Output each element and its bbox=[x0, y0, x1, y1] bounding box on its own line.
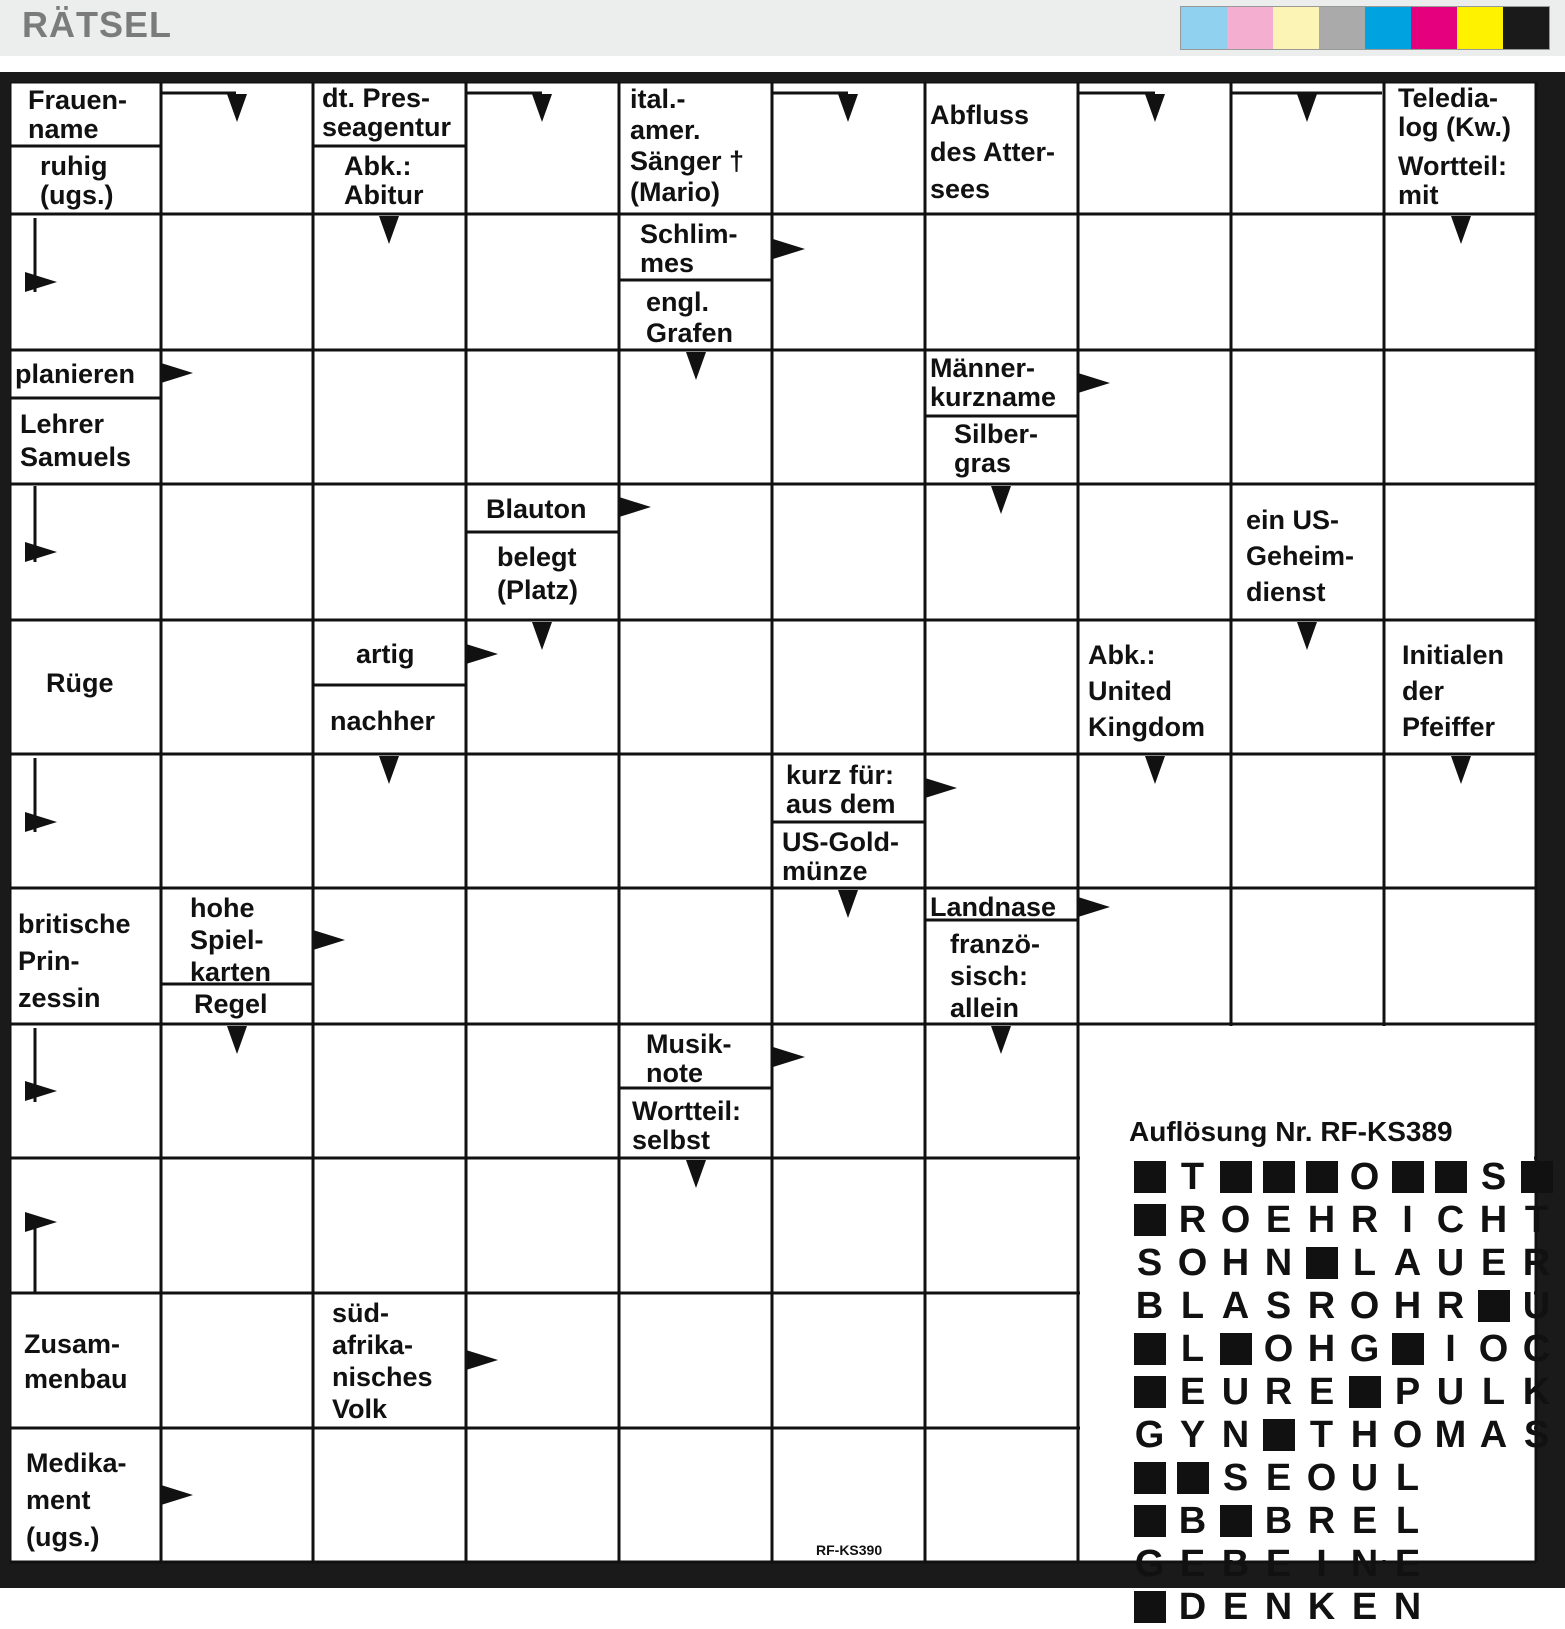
black-square bbox=[1478, 1290, 1510, 1322]
solution-letter: O bbox=[1478, 1327, 1509, 1370]
clue-engl-grafen: engl. Grafen bbox=[646, 287, 734, 348]
color-swatch bbox=[1181, 7, 1227, 49]
solution-letter: A bbox=[1393, 1241, 1422, 1284]
solution-black-cell bbox=[1128, 1157, 1171, 1197]
clue-blauton: Blauton bbox=[486, 494, 587, 524]
clue-maennerkurzname: Männer- kurzname bbox=[930, 353, 1057, 412]
clue-initialen: Initialen der Pfeiffer bbox=[1402, 640, 1505, 742]
solution-letter: E bbox=[1179, 1542, 1206, 1585]
solution-letter: R bbox=[1307, 1284, 1336, 1327]
solution-letter: E bbox=[1179, 1370, 1206, 1413]
solution-letter: O bbox=[1306, 1456, 1337, 1499]
solution-row bbox=[1128, 1501, 1429, 1541]
solution-letter: E bbox=[1222, 1585, 1249, 1628]
black-square bbox=[1134, 1333, 1166, 1365]
solution-letter: U bbox=[1436, 1370, 1465, 1413]
color-calibration-bar bbox=[1180, 6, 1550, 50]
solution-black-cell bbox=[1128, 1587, 1171, 1627]
black-square bbox=[1392, 1161, 1424, 1193]
solution-letter: S bbox=[1480, 1155, 1507, 1198]
solution-letter: E bbox=[1308, 1370, 1335, 1413]
solution-letter: S bbox=[1523, 1413, 1550, 1456]
solution-letter: T bbox=[1524, 1198, 1549, 1241]
solution-letter: I bbox=[1445, 1327, 1456, 1370]
solution-letter: H bbox=[1307, 1198, 1336, 1241]
solution-black-cell bbox=[1300, 1157, 1343, 1197]
clue-saenger: ital.- amer. Sänger † (Mario) bbox=[630, 84, 745, 207]
solution-black-cell bbox=[1214, 1157, 1257, 1197]
solution-letter: I bbox=[1402, 1198, 1413, 1241]
clue-prinzessin: britische Prin- zessin bbox=[18, 909, 131, 1013]
solution-black-cell bbox=[1300, 1243, 1343, 1283]
solution-letter: E bbox=[1265, 1542, 1292, 1585]
black-square bbox=[1177, 1462, 1209, 1494]
solution-black-cell bbox=[1257, 1415, 1300, 1455]
clue-spielkarten: hohe Spiel- karten bbox=[190, 893, 272, 987]
solution-black-cell bbox=[1386, 1157, 1429, 1197]
solution-letter: N bbox=[1264, 1241, 1293, 1284]
color-swatch bbox=[1319, 7, 1365, 49]
solution-letter: B bbox=[1135, 1284, 1164, 1327]
solution-letter: L bbox=[1395, 1456, 1420, 1499]
clue-volk: süd- afrika- nisches Volk bbox=[332, 1298, 433, 1424]
solution-title: Auflösung Nr. RF-KS389 bbox=[1129, 1116, 1453, 1147]
black-square bbox=[1134, 1505, 1166, 1537]
clue-lehrer: Lehrer Samuels bbox=[20, 409, 132, 472]
solution-row bbox=[1128, 1157, 1558, 1197]
color-swatch bbox=[1411, 7, 1457, 49]
solution-letter: G bbox=[1349, 1327, 1380, 1370]
solution-letter: E bbox=[1480, 1241, 1507, 1284]
solution-letter: N bbox=[1221, 1413, 1250, 1456]
black-square bbox=[1134, 1591, 1166, 1623]
solution-row bbox=[1128, 1415, 1558, 1455]
black-square bbox=[1521, 1161, 1553, 1193]
solution-letter: B bbox=[1221, 1542, 1250, 1585]
black-square bbox=[1134, 1462, 1166, 1494]
solution-letter: A bbox=[1479, 1413, 1508, 1456]
solution-letter: U bbox=[1350, 1456, 1379, 1499]
black-square bbox=[1263, 1161, 1295, 1193]
black-square bbox=[1220, 1333, 1252, 1365]
clue-schlimmes: Schlim- mes bbox=[640, 219, 738, 278]
solution-letter: E bbox=[1394, 1542, 1421, 1585]
solution-black-cell bbox=[1171, 1458, 1214, 1498]
black-square bbox=[1306, 1161, 1338, 1193]
clue-presseagentur: dt. Pres- seagentur bbox=[322, 83, 452, 142]
color-swatch bbox=[1365, 7, 1411, 49]
solution-letter: K bbox=[1522, 1370, 1551, 1413]
solution-letter: G bbox=[1134, 1542, 1165, 1585]
solution-letter: H bbox=[1307, 1327, 1336, 1370]
solution-letter: H bbox=[1393, 1284, 1422, 1327]
solution-letter: L bbox=[1180, 1284, 1205, 1327]
solution-letter: O bbox=[1349, 1284, 1380, 1327]
puzzle-code: RF-KS390 bbox=[816, 1542, 883, 1558]
solution-row bbox=[1128, 1200, 1558, 1240]
solution-row bbox=[1128, 1243, 1558, 1283]
solution-letter: P bbox=[1394, 1370, 1421, 1413]
solution-letter: L bbox=[1481, 1370, 1506, 1413]
solution-row bbox=[1128, 1587, 1429, 1627]
solution-letter: R bbox=[1264, 1370, 1293, 1413]
solution-black-cell bbox=[1386, 1329, 1429, 1369]
solution-letter: O bbox=[1263, 1327, 1294, 1370]
solution-black-cell bbox=[1128, 1501, 1171, 1541]
solution-black-cell bbox=[1343, 1372, 1386, 1412]
color-swatch bbox=[1457, 7, 1503, 49]
solution-black-cell bbox=[1257, 1157, 1300, 1197]
solution-letter: O bbox=[1177, 1241, 1208, 1284]
clue-wortteil-mit: Wortteil: mit bbox=[1398, 151, 1507, 210]
solution-letter: H bbox=[1221, 1241, 1250, 1284]
solution-letter: S bbox=[1136, 1241, 1163, 1284]
solution-black-cell bbox=[1128, 1329, 1171, 1369]
clue-teledialog: Teledia- log (Kw.) bbox=[1398, 83, 1511, 142]
solution-row bbox=[1128, 1329, 1558, 1369]
solution-letter: L bbox=[1180, 1327, 1205, 1370]
black-square bbox=[1220, 1505, 1252, 1537]
solution-row bbox=[1128, 1372, 1558, 1412]
color-swatch bbox=[1503, 7, 1549, 49]
solution-letter: U bbox=[1221, 1370, 1250, 1413]
solution-row bbox=[1128, 1544, 1429, 1584]
solution-black-cell bbox=[1214, 1329, 1257, 1369]
solution-letter: L bbox=[1395, 1499, 1420, 1542]
solution-letter: O bbox=[1220, 1198, 1251, 1241]
solution-letter: C bbox=[1522, 1327, 1551, 1370]
clue-aus-dem: kurz für: aus dem bbox=[786, 760, 896, 819]
clue-selbst: Wortteil: selbst bbox=[632, 1096, 741, 1155]
solution-letter: G bbox=[1134, 1413, 1165, 1456]
clue-ruhig: ruhig (ugs.) bbox=[40, 151, 114, 210]
solution-letter: U bbox=[1522, 1284, 1551, 1327]
clue-planieren: planieren bbox=[15, 359, 136, 389]
solution-letter: T bbox=[1309, 1413, 1334, 1456]
solution-letter: Y bbox=[1179, 1413, 1206, 1456]
solution-letter: H bbox=[1350, 1413, 1379, 1456]
crossword-board bbox=[10, 82, 1555, 1628]
clue-abfluss: Abfluss des Atter- sees bbox=[930, 100, 1056, 204]
solution-letter: H bbox=[1479, 1198, 1508, 1241]
clue-landnase: Landnase bbox=[930, 892, 1057, 922]
solution-black-cell bbox=[1472, 1286, 1515, 1326]
clue-silbergras: Silber- gras bbox=[954, 419, 1039, 478]
solution-letter: E bbox=[1351, 1499, 1378, 1542]
solution-letter: K bbox=[1307, 1585, 1336, 1628]
clue-medikament: Medika- ment (ugs.) bbox=[26, 1448, 127, 1552]
solution-black-cell bbox=[1214, 1501, 1257, 1541]
clue-artig: artig bbox=[356, 639, 415, 669]
clue-nachher: nachher bbox=[330, 706, 436, 736]
black-square bbox=[1435, 1161, 1467, 1193]
solution-black-cell bbox=[1128, 1458, 1171, 1498]
solution-row bbox=[1128, 1458, 1429, 1498]
solution-letter: L bbox=[1352, 1241, 1377, 1284]
solution-black-cell bbox=[1429, 1157, 1472, 1197]
clue-musiknote: Musik- note bbox=[646, 1029, 732, 1088]
solution-black-cell bbox=[1128, 1200, 1171, 1240]
clue-abitur: Abk.: Abitur bbox=[344, 151, 424, 210]
clue-ruege: Rüge bbox=[46, 668, 114, 698]
clue-belegt: belegt (Platz) bbox=[497, 542, 578, 605]
black-square bbox=[1220, 1161, 1252, 1193]
color-swatch bbox=[1273, 7, 1319, 49]
clue-regel: Regel bbox=[194, 989, 268, 1019]
clue-allein: franzö- sisch: allein bbox=[950, 929, 1040, 1023]
solution-letter: R bbox=[1307, 1499, 1336, 1542]
page-title: RÄTSEL bbox=[22, 4, 172, 45]
black-square bbox=[1134, 1161, 1166, 1193]
solution-letter: E bbox=[1265, 1198, 1292, 1241]
black-square bbox=[1306, 1247, 1338, 1279]
solution-letter: T bbox=[1180, 1155, 1205, 1198]
solution-black-cell bbox=[1515, 1157, 1558, 1197]
crossword-puzzle bbox=[0, 72, 1565, 1628]
solution-row bbox=[1128, 1286, 1558, 1326]
solution-letter: B bbox=[1178, 1499, 1207, 1542]
page-header bbox=[0, 0, 1565, 56]
solution-letter: R bbox=[1436, 1284, 1465, 1327]
solution-letter: N bbox=[1350, 1542, 1379, 1585]
solution-letter: B bbox=[1264, 1499, 1293, 1542]
solution-letter: U bbox=[1436, 1241, 1465, 1284]
solution-letter: N bbox=[1393, 1585, 1422, 1628]
clue-goldmuenze: US-Gold- münze bbox=[782, 827, 899, 886]
black-square bbox=[1263, 1419, 1295, 1451]
black-square bbox=[1134, 1204, 1166, 1236]
clue-united-kingdom: Abk.: United Kingdom bbox=[1088, 640, 1205, 742]
solution-letter: R bbox=[1178, 1198, 1207, 1241]
clue-frauenname: Frauen- name bbox=[28, 85, 128, 144]
solution-letter: R bbox=[1522, 1241, 1551, 1284]
clue-zusammenbau: Zusam- menbau bbox=[24, 1329, 128, 1394]
solution-letter: I bbox=[1316, 1542, 1327, 1585]
solution-letter: N bbox=[1264, 1585, 1293, 1628]
solution-letter: O bbox=[1392, 1413, 1423, 1456]
solution-letter: S bbox=[1265, 1284, 1292, 1327]
solution-letter: O bbox=[1349, 1155, 1380, 1198]
solution-letter: D bbox=[1178, 1585, 1207, 1628]
solution-letter: E bbox=[1351, 1585, 1378, 1628]
clue-us-geheimdienst: ein US- Geheim- dienst bbox=[1246, 505, 1355, 607]
black-square bbox=[1134, 1376, 1166, 1408]
black-square bbox=[1349, 1376, 1381, 1408]
color-swatch bbox=[1227, 7, 1273, 49]
solution-letter: S bbox=[1222, 1456, 1249, 1499]
solution-letter: E bbox=[1265, 1456, 1292, 1499]
solution-letter: R bbox=[1350, 1198, 1379, 1241]
solution-letter: A bbox=[1221, 1284, 1250, 1327]
solution-letter: C bbox=[1436, 1198, 1465, 1241]
black-square bbox=[1392, 1333, 1424, 1365]
solution-letter: M bbox=[1434, 1413, 1467, 1456]
solution-black-cell bbox=[1128, 1372, 1171, 1412]
